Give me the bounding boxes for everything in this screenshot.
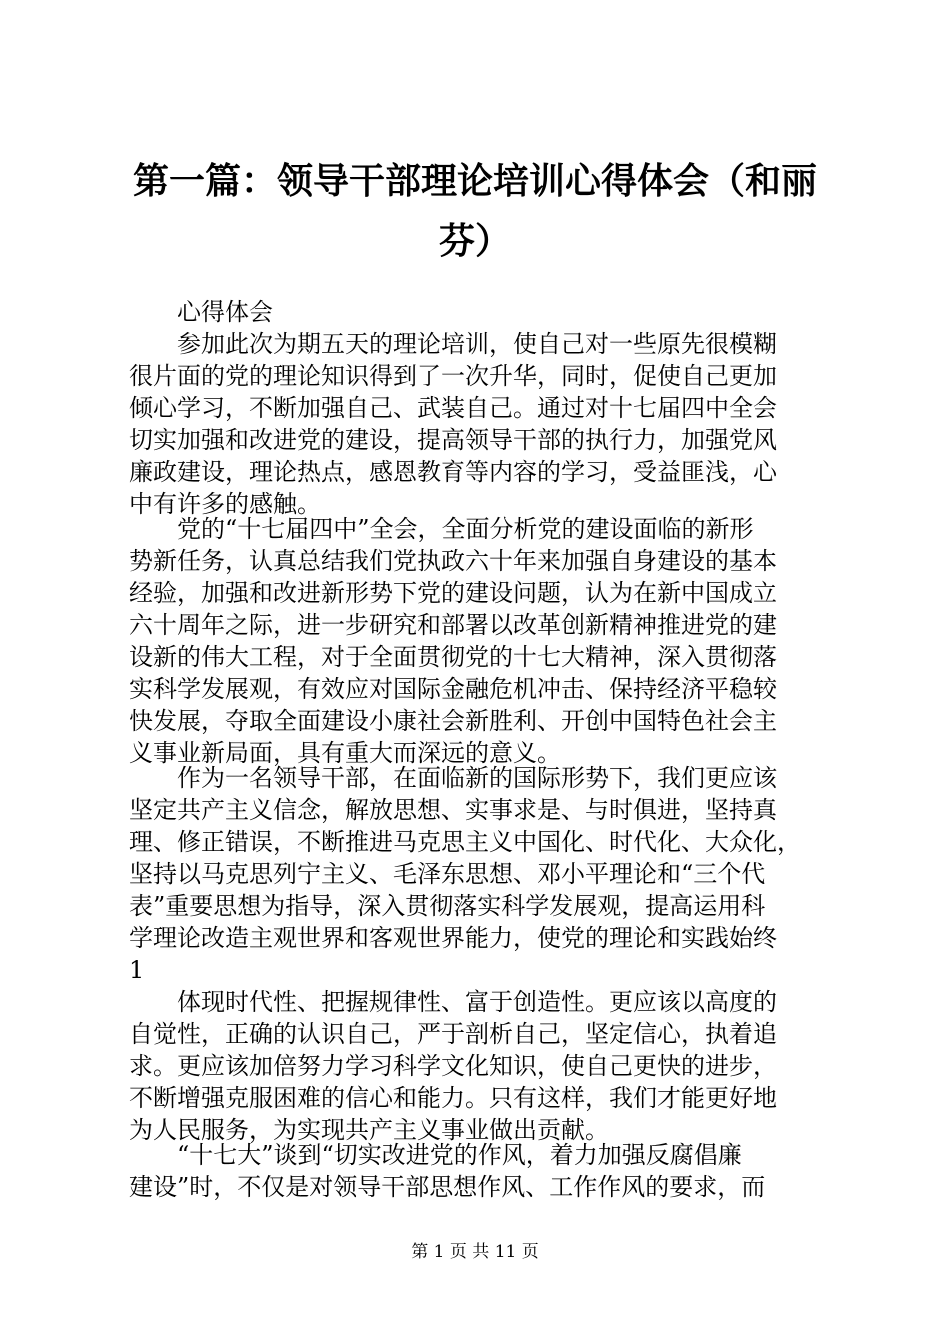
body-line: 心得体会 [129, 298, 273, 326]
document-title-line-2: 芬） [438, 221, 511, 262]
body-line: 实科学发展观，有效应对国际金融危机冲击、保持经济平稳较 [129, 675, 777, 703]
document-title-line-1: 第一篇：领导干部理论培训心得体会（和丽 [132, 161, 817, 202]
body-line: 中有许多的感触。 [129, 490, 321, 518]
body-line: 廉政建设，理论热点，感恩教育等内容的学习，受益匪浅，心 [129, 458, 777, 486]
body-line: 党的“十七届四中”全会，全面分析党的建设面临的新形 [129, 515, 754, 543]
body-line: 切实加强和改进党的建设，提高领导干部的执行力，加强党风 [129, 426, 777, 454]
body-line: 倾心学习，不断加强自己、武装自己。通过对十七届四中全会 [129, 394, 777, 422]
body-line: 1 [129, 956, 145, 984]
body-line: 坚定共产主义信念，解放思想、实事求是、与时俱进，坚持真 [129, 796, 777, 824]
body-line: 求。更应该加倍努力学习科学文化知识，使自己更快的进步， [129, 1052, 777, 1080]
page-footer: 第 1 页 共 11 页 [411, 1242, 539, 1262]
body-line: 为人民服务，为实现共产主义事业做出贡献。 [129, 1116, 609, 1144]
body-line: 六十周年之际，进一步研究和部署以改革创新精神推进党的建 [129, 611, 777, 639]
body-line: 坚持以马克思列宁主义、毛泽东思想、邓小平理论和“三个代 [129, 860, 766, 888]
body-line: “十七大”谈到“切实改进党的作风，着力加强反腐倡廉 [129, 1141, 742, 1169]
body-line: 不断增强克服困难的信心和能力。只有这样，我们才能更好地 [129, 1084, 777, 1112]
body-line: 理、修正错误，不断推进马克思主义中国化、时代化、大众化， [129, 828, 801, 856]
body-line: 建设”时，不仅是对领导干部思想作风、工作作风的要求，而 [129, 1173, 766, 1201]
body-line: 参加此次为期五天的理论培训，使自己对一些原先很模糊 [129, 330, 777, 358]
body-line: 学理论改造主观世界和客观世界能力，使党的理论和实践始终 [129, 924, 777, 952]
body-line: 自觉性，正确的认识自己，严于剖析自己，坚定信心，执着追 [129, 1020, 777, 1048]
body-line: 快发展，夺取全面建设小康社会新胜利、开创中国特色社会主 [129, 707, 777, 735]
body-line: 设新的伟大工程，对于全面贯彻党的十七大精神，深入贯彻落 [129, 643, 777, 671]
body-line: 很片面的党的理论知识得到了一次升华，同时，促使自己更加 [129, 362, 777, 390]
body-line: 体现时代性、把握规律性、富于创造性。更应该以高度的 [129, 988, 777, 1016]
body-line: 势新任务，认真总结我们党执政六十年来加强自身建设的基本 [129, 547, 777, 575]
body-line: 表”重要思想为指导，深入贯彻落实科学发展观，提高运用科 [129, 892, 766, 920]
body-line: 义事业新局面，具有重大而深远的意义。 [129, 739, 561, 767]
body-line: 作为一名领导干部，在面临新的国际形势下，我们更应该 [129, 764, 777, 792]
body-line: 经验，加强和改进新形势下党的建设问题，认为在新中国成立 [129, 579, 777, 607]
